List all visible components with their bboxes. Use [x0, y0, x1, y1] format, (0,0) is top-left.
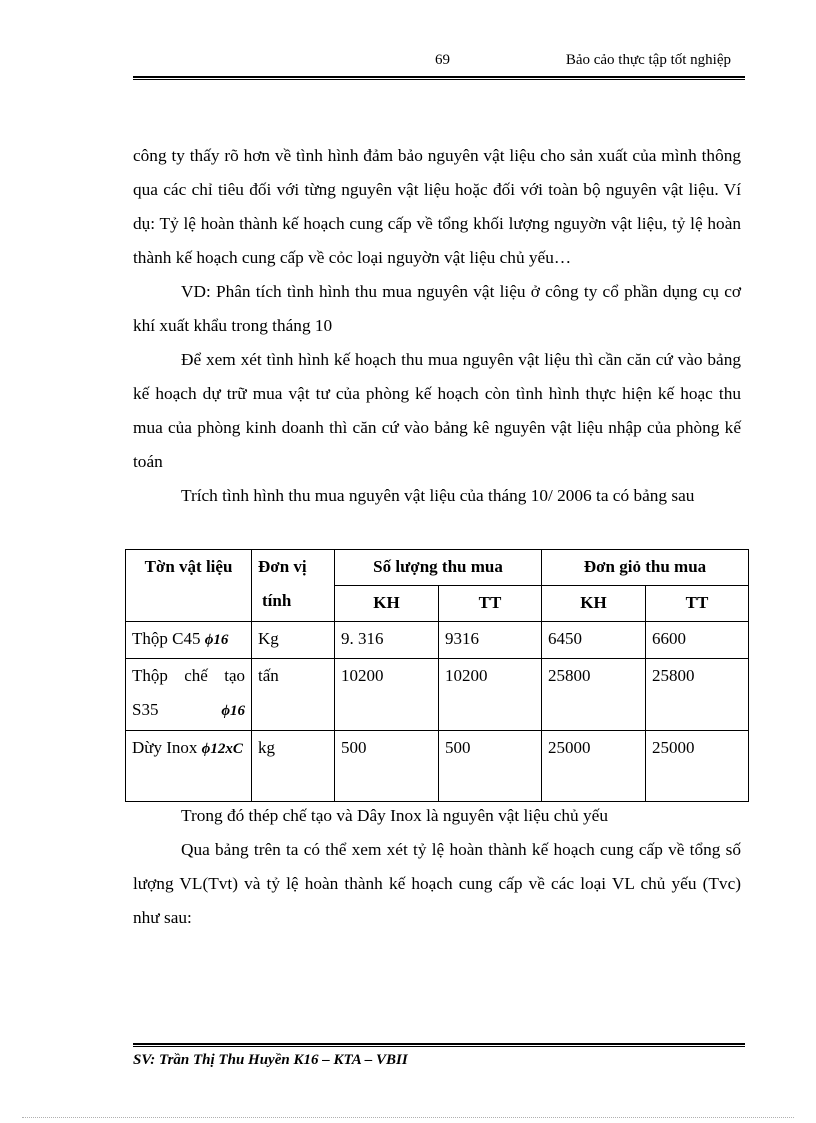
- header-unit: Đơn vị tính: [252, 550, 335, 622]
- cell-qty-tt: 10200: [439, 659, 542, 731]
- table-row: [126, 731, 749, 802]
- page-edge: [22, 1117, 794, 1118]
- page-header: [133, 52, 745, 74]
- header-price: Đơn giỏ thu mua: [542, 550, 749, 586]
- report-title: Bảo cảo thực tập tốt nghiệp: [565, 52, 731, 68]
- cell-unit: kg: [252, 731, 335, 802]
- table-intro: Trích tình hình thu mua nguyên vật liệu của tháng 10/ 2006 ta có bảng sau: [181, 486, 695, 505]
- cell-qty-kh: 500: [335, 731, 439, 802]
- table-row: [126, 659, 749, 731]
- page-number: 69: [435, 52, 450, 68]
- paragraph: Để xem xét tình hình kế hoạch thu mua nguyên vật liệu thì cần căn cứ vào bảng kế hoạch dự trữ mua vật tư của phòng kế hoạch còn tình hình thực hiện kế hoạc thu mua của phòng kinh doanh thì căn cứ vào bảng kê nguyên vật liệu nhập của phòng kế toán: [133, 350, 741, 471]
- cell-qty-tt: 500: [439, 731, 542, 802]
- cell-unit: tấn: [252, 659, 335, 731]
- footer-rule: [133, 1043, 745, 1047]
- cell-material: Thộp C45 ϕ16: [126, 622, 252, 659]
- purchase-table: [125, 549, 749, 802]
- cell-price-tt: 6600: [646, 622, 749, 659]
- header-qty-kh: KH: [335, 586, 439, 622]
- header-qty-tt: TT: [439, 586, 542, 622]
- paragraph: Trong đó thép chế tạo và Dây Inox là nguyên vật liệu chủ yếu: [181, 806, 608, 825]
- header-price-tt: TT: [646, 586, 749, 622]
- cell-price-kh: 25800: [542, 659, 646, 731]
- cell-price-tt: 25800: [646, 659, 749, 731]
- paragraph: Qua bảng trên ta có thể xem xét tỷ lệ hoàn thành kế hoạch cung cấp về tổng số lượng VL(Tvt) và tỷ lệ hoàn thành kế hoạch cung cấp về các loại VL chủ yếu (Tvc) như sau:: [133, 840, 741, 927]
- cell-price-kh: 6450: [542, 622, 646, 659]
- table-row: [126, 622, 749, 659]
- cell-material: Thộp chế tạo S35 ϕ16: [126, 659, 252, 731]
- body-text: [133, 139, 741, 513]
- cell-price-kh: 25000: [542, 731, 646, 802]
- header-price-kh: KH: [542, 586, 646, 622]
- cell-qty-kh: 10200: [335, 659, 439, 731]
- header-quantity: Số lượng thu mua: [335, 550, 542, 586]
- cell-price-tt: 25000: [646, 731, 749, 802]
- cell-qty-kh: 9. 316: [335, 622, 439, 659]
- paragraph: công ty thấy rõ hơn về tình hình đảm bảo nguyên vật liệu cho sản xuất của mình thông qua các chỉ tiêu đối với từng nguyên vật liệu hoặc đối với toàn bộ nguyên vật liệu. Ví dụ: Tỷ lệ hoàn thành kế hoạch cung cấp về tổng khối lượng nguyờn vật liệu, tỷ lệ hoàn thành kế hoạch cung cấp về cỏc loại nguyờn vật liệu chủ yếu…: [133, 146, 741, 267]
- paragraph: VD: Phân tích tình hình thu mua nguyên vật liệu ở công ty cổ phần dụng cụ cơ khí xuất khẩu trong tháng 10: [133, 282, 741, 335]
- footer-student: SV: Trần Thị Thu Huyền K16 – KTA – VBII: [133, 1052, 408, 1068]
- cell-material: Dừy Inox ϕ12xC: [126, 731, 252, 802]
- body-text-after: [133, 799, 741, 935]
- header-rule: [133, 76, 745, 80]
- cell-qty-tt: 9316: [439, 622, 542, 659]
- header-material: Tờn vật liệu: [126, 550, 252, 622]
- cell-unit: Kg: [252, 622, 335, 659]
